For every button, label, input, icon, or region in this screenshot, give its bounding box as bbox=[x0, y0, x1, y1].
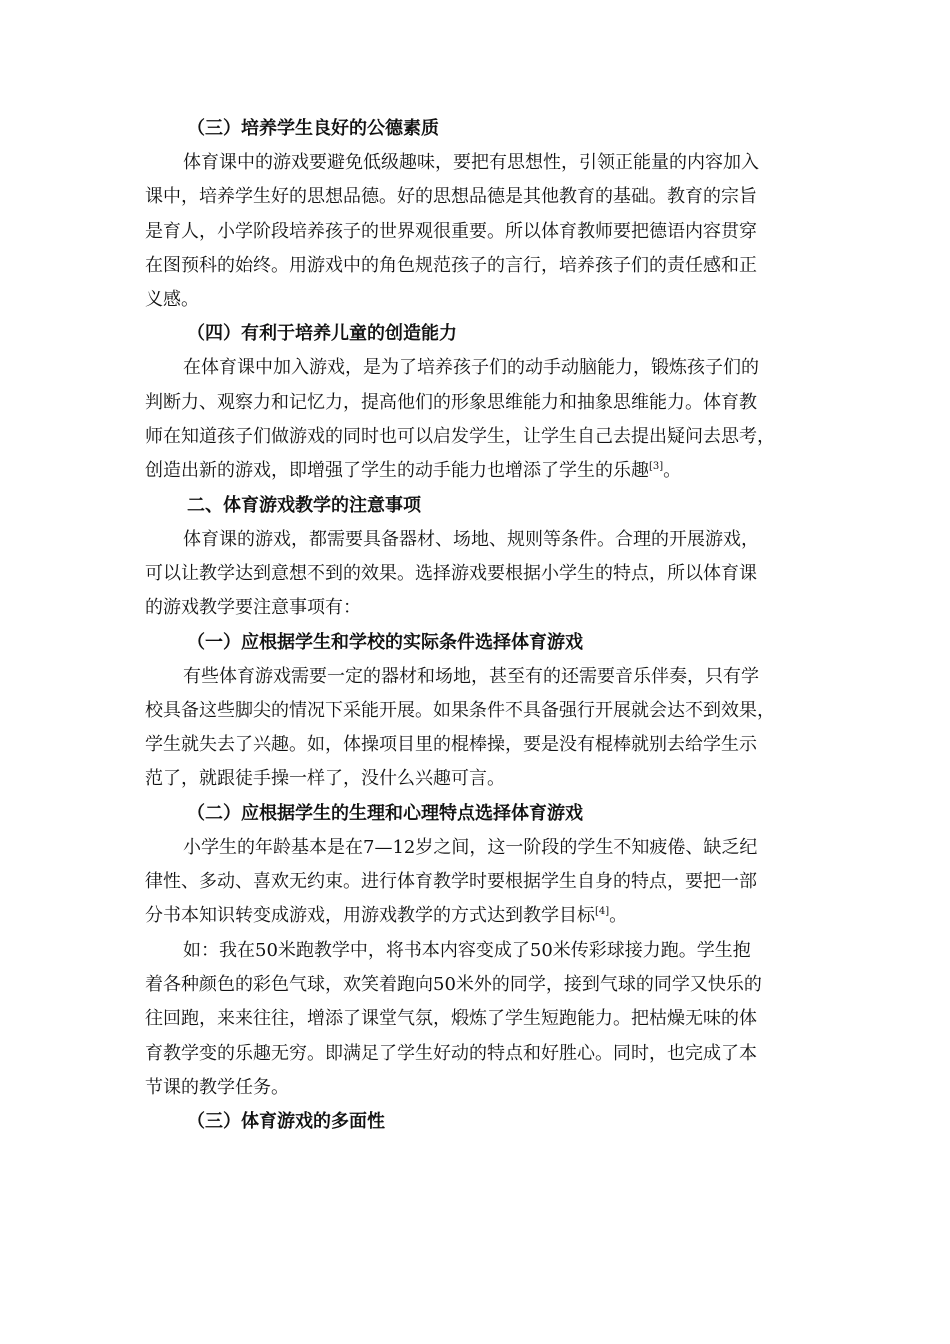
paragraph-line bbox=[145, 215, 807, 249]
line-text: 往回跑，来来往往，增添了课堂气氛，煅炼了学生短跑能力。把枯燥无味的体 bbox=[145, 1008, 757, 1030]
paragraph-line bbox=[145, 249, 807, 283]
line-text: 分书本知识转变成游戏，用游戏教学的方式达到教学目标 bbox=[145, 905, 595, 927]
paragraph bbox=[145, 523, 807, 626]
line-text: 在图预科的始终。用游戏中的角色规范孩子的言行，培养孩子们的责任感和正 bbox=[145, 254, 757, 276]
line-text: 是育人，小学阶段培养孩子的世界观很重要。所以体育教师要把德语内容贯穿 bbox=[145, 220, 757, 242]
line-tail: 。 bbox=[663, 460, 682, 482]
paragraph bbox=[145, 831, 807, 934]
line-text: 育教学变的乐趣无穷。即满足了学生好动的特点和好胜心。同时，也完成了本 bbox=[145, 1042, 757, 1064]
paragraph bbox=[145, 660, 807, 797]
paragraph-line bbox=[145, 523, 807, 557]
paragraph-line bbox=[145, 180, 807, 214]
line-text: 范了，就跟徒手操一样了，没什么兴趣可言。 bbox=[145, 768, 505, 790]
paragraph-line bbox=[145, 934, 807, 968]
paragraph-line bbox=[145, 1037, 807, 1071]
line-text: 创造出新的游戏，即增强了学生的动手能力也增添了学生的乐趣 bbox=[145, 460, 649, 482]
line-text: 有些体育游戏需要一定的器材和场地，甚至有的还需要音乐伴奏，只有学 bbox=[183, 665, 759, 687]
paragraph-line bbox=[145, 865, 807, 899]
line-text: 课中，培养学生好的思想品德。好的思想品德是其他教育的基础。教育的宗旨 bbox=[145, 186, 757, 208]
paragraph-line bbox=[145, 557, 807, 591]
line-text: 学生就失去了兴趣。如，体操项目里的棍棒操，要是没有棍棒就别去给学生示 bbox=[145, 734, 757, 756]
line-text: 体育课的游戏，都需要具备器材、场地、规则等条件。合理的开展游戏， bbox=[183, 528, 759, 550]
paragraph-line bbox=[145, 728, 807, 762]
paragraph-line bbox=[145, 1002, 807, 1036]
line-text: 如：我在50米跑教学中，将书本内容变成了50米传彩球接力跑。学生抱 bbox=[183, 939, 751, 961]
paragraph-line bbox=[145, 1071, 807, 1105]
line-text: 义感。 bbox=[145, 289, 199, 311]
line-text: 师在知道孩子们做游戏的同时也可以启发学生，让学生自己去提出疑问去思考， bbox=[145, 426, 775, 448]
citation-ref: [4] bbox=[595, 906, 610, 918]
paragraph-line bbox=[145, 283, 807, 317]
paragraph-line bbox=[145, 831, 807, 865]
paragraph-line bbox=[145, 386, 807, 420]
line-text: 小学生的年龄基本是在7—12岁之间，这一阶段的学生不知疲倦、缺乏纪 bbox=[183, 836, 758, 858]
line-text: 的游戏教学要注意事项有： bbox=[145, 597, 361, 619]
paragraph-line bbox=[145, 899, 807, 933]
paragraph-line bbox=[145, 762, 807, 796]
section-heading: （二）应根据学生的生理和心理特点选择体育游戏 bbox=[187, 802, 583, 824]
line-text: 校具备这些脚尖的情况下采能开展。如果条件不具备强行开展就会达不到效果， bbox=[145, 699, 775, 721]
paragraph-line bbox=[145, 968, 807, 1002]
line-text: 体育课中的游戏要避免低级趣味，要把有思想性，引领正能量的内容加入 bbox=[183, 152, 759, 173]
paragraph-line bbox=[145, 420, 807, 454]
section-heading: （一）应根据学生和学校的实际条件选择体育游戏 bbox=[187, 631, 583, 653]
paragraph-line bbox=[145, 454, 807, 488]
paragraph bbox=[145, 146, 807, 317]
paragraph bbox=[145, 351, 807, 488]
paragraph-line bbox=[145, 660, 807, 694]
line-text: 判断力、观察力和记忆力，提高他们的形象思维能力和抽象思维能力。体育教 bbox=[145, 391, 757, 413]
citation-ref: [3] bbox=[649, 461, 664, 473]
line-text: 在体育课中加入游戏，是为了培养孩子们的动手动脑能力，锻炼孩子们的 bbox=[183, 357, 759, 379]
section-heading: （三）培养学生良好的公德素质 bbox=[187, 118, 439, 139]
line-text: 着各种颜色的彩色气球，欢笑着跑向50米外的同学，接到气球的同学又快乐的 bbox=[145, 973, 762, 995]
line-text: 可以让教学达到意想不到的效果。选择游戏要根据小学生的特点，所以体育课 bbox=[145, 562, 757, 584]
section-heading: （三）体育游戏的多面性 bbox=[187, 1111, 385, 1133]
paragraph-line bbox=[145, 694, 807, 728]
paragraph-line bbox=[145, 351, 807, 385]
line-text: 节课的教学任务。 bbox=[145, 1076, 289, 1098]
document-body bbox=[145, 112, 807, 1139]
line-text: 律性、多动、喜欢无约束。进行体育教学时要根据学生自身的特点，要把一部 bbox=[145, 871, 757, 893]
section-heading: 二、体育游戏教学的注意事项 bbox=[187, 494, 421, 516]
paragraph-line bbox=[145, 591, 807, 625]
section-heading: （四）有利于培养儿童的创造能力 bbox=[187, 323, 457, 345]
line-tail: 。 bbox=[609, 905, 628, 927]
paragraph bbox=[145, 934, 807, 1105]
paragraph-line bbox=[145, 146, 807, 180]
